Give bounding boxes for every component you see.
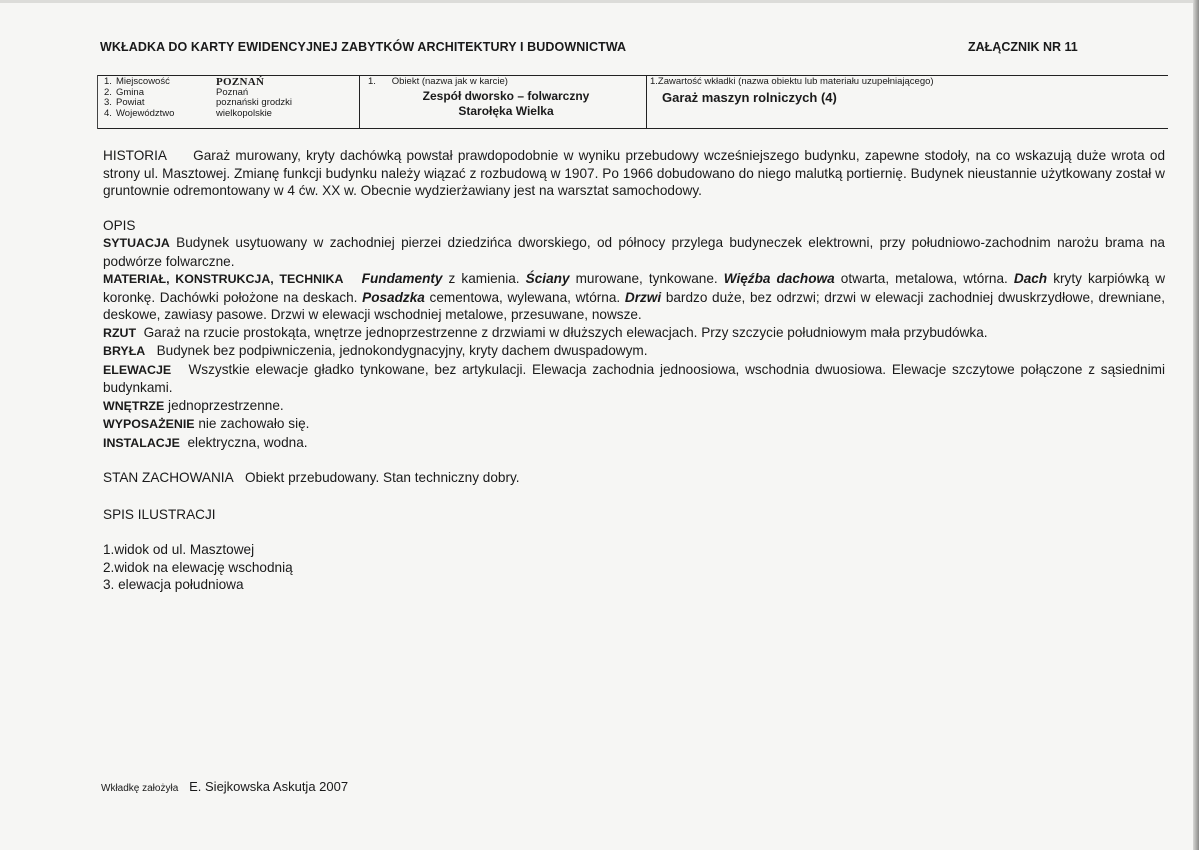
opis-label: OPIS xyxy=(103,217,136,233)
annex-number: ZAŁĄCZNIK NR 11 xyxy=(968,40,1078,54)
illustration-item: 2.widok na elewację wschodnią xyxy=(103,559,293,575)
wyposazenie-paragraph: WYPOSAŻENIE nie zachowało się. xyxy=(103,416,310,431)
location-row: 2. Gmina Poznań xyxy=(104,86,249,98)
stan-text: Obiekt przebudowany. Stan techniczny dobry. xyxy=(245,470,520,485)
location-cell xyxy=(104,77,292,119)
scan-edge-right xyxy=(1193,0,1199,850)
location-row: 4. Województwo wielkopolskie xyxy=(104,107,272,119)
wnetrze-paragraph: WNĘTRZE jednoprzestrzenne. xyxy=(103,397,284,413)
insert-name: Garaż maszyn rolniczych (4) xyxy=(662,90,837,105)
historia-section xyxy=(103,147,1165,200)
bryla-paragraph: BRYŁA Budynek bez podpiwniczenia, jednokondygnacyjny, kryty dachem dwuspadowym. xyxy=(103,343,648,358)
stan-section xyxy=(103,469,1165,487)
document-body xyxy=(103,147,1165,594)
historia-text: Garaż murowany, kryty dachówką powstał prawdopodobnie w wyniku przebudowy wcześniejszego budynku, zapewne stodoły, na co wskazują duże wrota od strony ul. Masztowej. Zmianę funkcji budynku należy wiązać z rozbudową w 1907. Po 1966 dobudowano do niego malutką portiernię. Budynek nieustannie użytkowany został w gruntownie odremontowany w 4 ćw. XX w. Obecnie wydzierżawiany jest na warsztat samochodowy. xyxy=(103,148,1165,198)
illustration-item: 3. elewacja południowa xyxy=(103,577,244,592)
document-title: WKŁADKA DO KARTY EWIDENCYJNEJ ZABYTKÓW ARCHITEKTURY I BUDOWNICTWA xyxy=(100,40,627,54)
material-paragraph: MATERIAŁ, KONSTRUKCJA, TECHNIKA Fundamenty z kamienia. Ściany murowane, tynkowane. Więźba dachowa otwarta, metalowa, wtórna. Dach kryty karpiówką w koronkę. Dachówki położone na deskach. Posadzka cementowa, wylewana, wtórna. Drzwi bardzo duże, bez odrzwi; drzwi w elewacji zachodniej dwuskrzydłowe, drewniane, deskowe, zawiasy pasowe. Drzwi w elewacji wschodniej metalowe, przesuwane, nowsze. xyxy=(103,271,1166,322)
historia-label: HISTORIA xyxy=(103,148,167,163)
stan-label: STAN ZACHOWANIA xyxy=(103,470,234,485)
footer-author: E. Siejkowska Askutja 2007 xyxy=(189,779,349,794)
location-row: 1. Miejscowość POZNAŃ xyxy=(104,76,265,88)
object-name: Zespół dworsko – folwarczny Starołęka Wielka xyxy=(422,89,590,118)
insert-cell xyxy=(650,76,1165,105)
ilustracje-label: SPIS ILUSTRACJI xyxy=(103,506,216,522)
illustration-item: 1.widok od ul. Masztowej xyxy=(103,542,255,557)
object-cell xyxy=(368,76,644,119)
city-value: POZNAŃ xyxy=(216,76,265,88)
instalacje-paragraph: INSTALACJE elektryczna, wodna. xyxy=(103,434,308,450)
location-row: 3. Powiat poznański grodzki xyxy=(104,97,293,108)
elewacje-paragraph: ELEWACJE Wszystkie elewacje gładko tynkowane, bez artykulacji. Elewacja zachodnia jednoosiowa, wschodnia dwuosiowa. Elewacje szczytowe połączone z sąsiednimi budynkami. xyxy=(103,361,1165,395)
footer-prefix: Wkładkę założyła xyxy=(101,783,179,794)
footer xyxy=(101,779,348,794)
sytuacja-paragraph: SYTUACJA Budynek usytuowany w zachodniej pierzei dziedzińca dworskiego, od północy przylega budyneczek elektrowni, przy południowo-zachodnim narożu brama na podwórze folwarczne. xyxy=(103,235,1165,269)
rzut-paragraph: RZUT Garaż na rzucie prostokąta, wnętrze jednoprzestrzenne z drzwiami w dłuższych elewacjach. Przy szczycie południowym mała przybudówka. xyxy=(103,324,988,340)
object-caption: 1. Obiekt (nazwa jak w karcie) xyxy=(368,76,508,87)
scan-edge-top xyxy=(0,0,1199,3)
insert-caption: 1.Zawartość wkładki (nazwa obiektu lub materiału uzupełniającego) xyxy=(650,76,934,87)
